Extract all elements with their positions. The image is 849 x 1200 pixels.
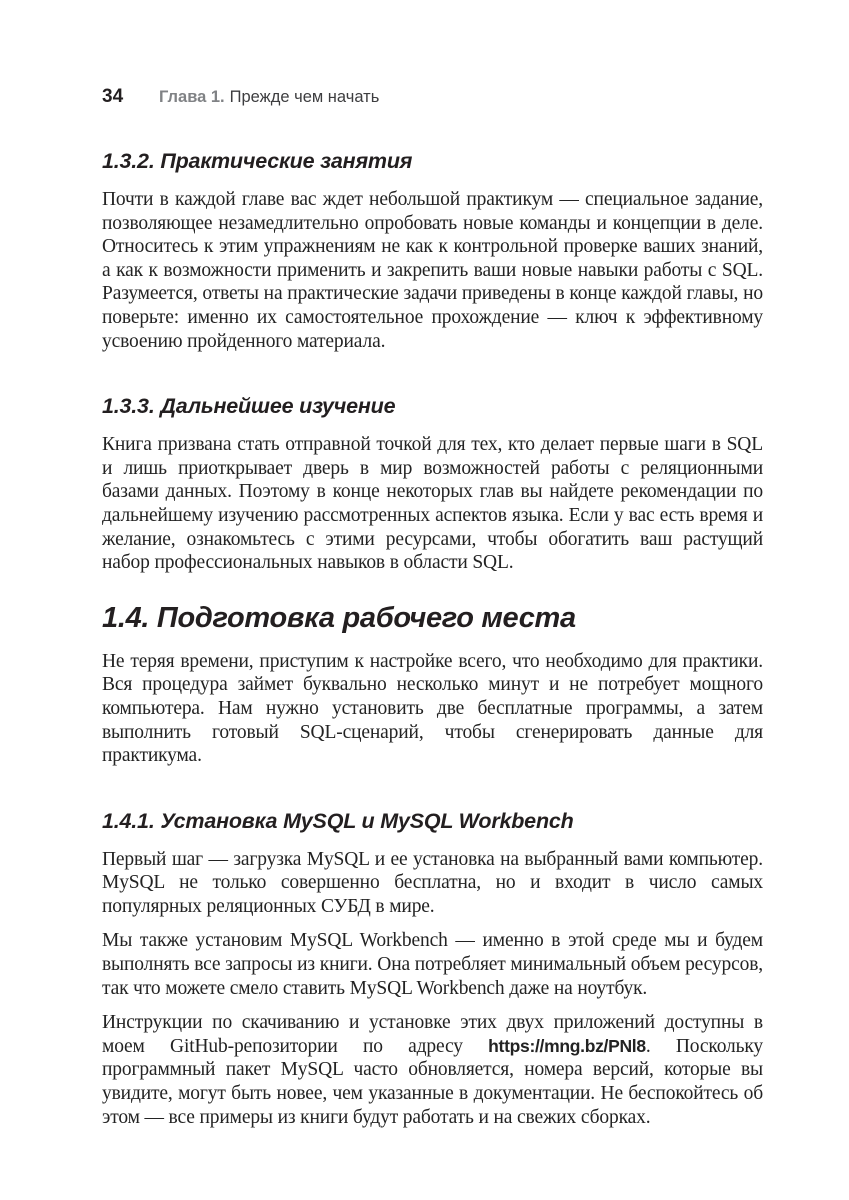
section-1-3-2	[102, 149, 763, 353]
paragraph-text: . Поскольку программный пакет MySQL часто обновляется, номера версий, которые вы увидите, могут быть новее, чем указанные в документации. Не беспокойтесь об этом — все примеры из книги будут работать и на свежих сборках.	[102, 1035, 764, 1128]
section-heading-1-4-1: 1.4.1. Установка MySQL и MySQL Workbench	[102, 808, 574, 833]
paragraph-text: Инструкции по скачиванию и установке этих двух приложений доступны в моем GitHub-репозитории по адресу	[102, 1012, 763, 1057]
paragraph	[102, 1011, 763, 1129]
section-1-4	[102, 602, 763, 768]
chapter-title: Прежде чем начать	[229, 88, 380, 106]
paragraph: Мы также установим MySQL Workbench — именно в этой среде мы и будем выполнять все запросы из книги. Она потребляет минимальный объем ресурсов, так что можете смело ставить MySQL Workbench даже на ноутбук.	[102, 930, 763, 999]
section-1-3-3	[102, 394, 763, 575]
paragraph: Книга призвана стать отправной точкой для тех, кто делает первые шаги в SQL и лишь приоткрывает дверь в мир возможностей работы с реляционными базами данных. Поэтому в конце некоторых глав вы найдете рекомендации по дальнейшему изучению рассмотренных аспектов языка. Если у вас есть время и желание, ознакомьтесь с этими ресурсами, чтобы обогатить ваш растущий набор профессиональных навыков в области SQL.	[102, 434, 763, 574]
chapter-label: Глава 1.	[159, 88, 225, 106]
section-heading-1-3-3: 1.3.3. Дальнейшее изучение	[102, 394, 396, 419]
section-1-4-1	[102, 809, 763, 1130]
paragraph: Первый шаг — загрузка MySQL и ее установка на выбранный вами компьютер. MySQL не только совершенно бесплатна, но и входит в число самых популярных реляционных СУБД в мире.	[102, 848, 763, 917]
paragraph: Не теряя времени, приступим к настройке всего, что необходимо для практики. Вся процедура займет буквально несколько минут и не потребует мощного компьютера. Нам нужно установить две бесплатные программы, а затем выполнить готовый SQL-сценарий, чтобы сгенерировать данные для практикума.	[102, 650, 763, 767]
section-heading-1-3-2: 1.3.2. Практические занятия	[102, 149, 413, 173]
running-head	[102, 86, 763, 108]
section-heading-1-4: 1.4. Подготовка рабочего места	[102, 601, 576, 634]
url-text: https://mng.bz/PNl8	[488, 1035, 646, 1056]
paragraph: Почти в каждой главе вас ждет небольшой практикум — специальное задание, позволяющее незамедлительно опробовать новые команды и концепции в деле. Относитесь к этим упражнениям не как к контрольной проверке ваших знаний, а как к возможности применить и закрепить ваши новые навыки работы с SQL. Разумеется, ответы на практические задачи приведены в конце каждой главы, но поверьте: именно их самостоятельное прохождение — ключ к эффективному усвоению пройденного материала.	[102, 189, 763, 352]
page-number: 34	[102, 86, 124, 107]
